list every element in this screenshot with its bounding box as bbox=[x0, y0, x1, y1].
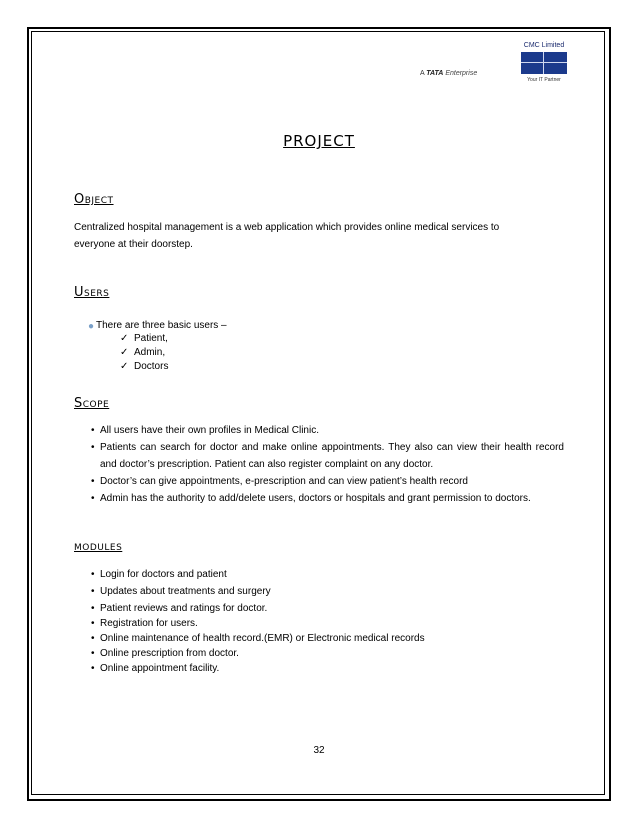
company-tagline: Your IT Partner bbox=[527, 77, 561, 83]
users-item: ✓ Doctors bbox=[120, 361, 169, 372]
object-paragraph bbox=[74, 219, 554, 253]
users-heading: Users bbox=[74, 285, 110, 300]
company-name: CMC Limited bbox=[523, 42, 565, 49]
module-item: • Patient reviews and ratings for doctor. bbox=[74, 600, 564, 617]
page-number: 32 bbox=[313, 745, 325, 756]
modules-list-continued bbox=[74, 616, 564, 676]
module-item: • Updates about treatments and surgery bbox=[74, 583, 564, 600]
checkmark-icon: ✓ bbox=[120, 347, 129, 358]
object-line-2: everyone at their doorstep. bbox=[74, 239, 193, 250]
module-item: • Registration for users. bbox=[74, 616, 564, 631]
module-item: • Login for doctors and patient bbox=[74, 566, 564, 583]
scope-item: • Patients can search for doctor and make online appointments. They also can view their health record and doctor’s prescription. Patient can also register complaint on any doctor. bbox=[74, 439, 564, 473]
cmc-logo bbox=[420, 42, 580, 92]
page-title: PROJECT bbox=[283, 132, 355, 150]
object-heading: Object bbox=[74, 192, 114, 207]
scope-heading: Scope bbox=[74, 396, 110, 411]
cmc-logo-mark-icon bbox=[521, 52, 567, 74]
tata-enterprise-label: A TATA Enterprise bbox=[420, 70, 478, 77]
cmc-logo-box bbox=[518, 42, 570, 88]
module-item: • Online maintenance of health record.(EMR) or Electronic medical records bbox=[74, 631, 564, 646]
scope-item: • Doctor’s can give appointments, e-prescription and can view patient’s health record bbox=[74, 473, 564, 490]
users-item: ✓ Admin, bbox=[120, 347, 166, 358]
users-intro: ● There are three basic users – bbox=[96, 318, 227, 334]
modules-list bbox=[74, 566, 564, 617]
bullet-icon: ● bbox=[88, 321, 95, 332]
scope-list bbox=[74, 422, 564, 507]
modules-heading: modules bbox=[74, 539, 123, 554]
object-line-1: Centralized hospital management is a web application which provides online medical services to bbox=[74, 222, 500, 233]
module-item: • Online appointment facility. bbox=[74, 661, 564, 676]
scope-item: • All users have their own profiles in Medical Clinic. bbox=[74, 422, 564, 439]
users-item: ✓ Patient, bbox=[120, 333, 168, 344]
module-item: • Online prescription from doctor. bbox=[74, 646, 564, 661]
scope-item: • Admin has the authority to add/delete users, doctors or hospitals and grant permission to doctors. bbox=[74, 490, 564, 507]
checkmark-icon: ✓ bbox=[120, 333, 129, 344]
checkmark-icon: ✓ bbox=[120, 361, 129, 372]
